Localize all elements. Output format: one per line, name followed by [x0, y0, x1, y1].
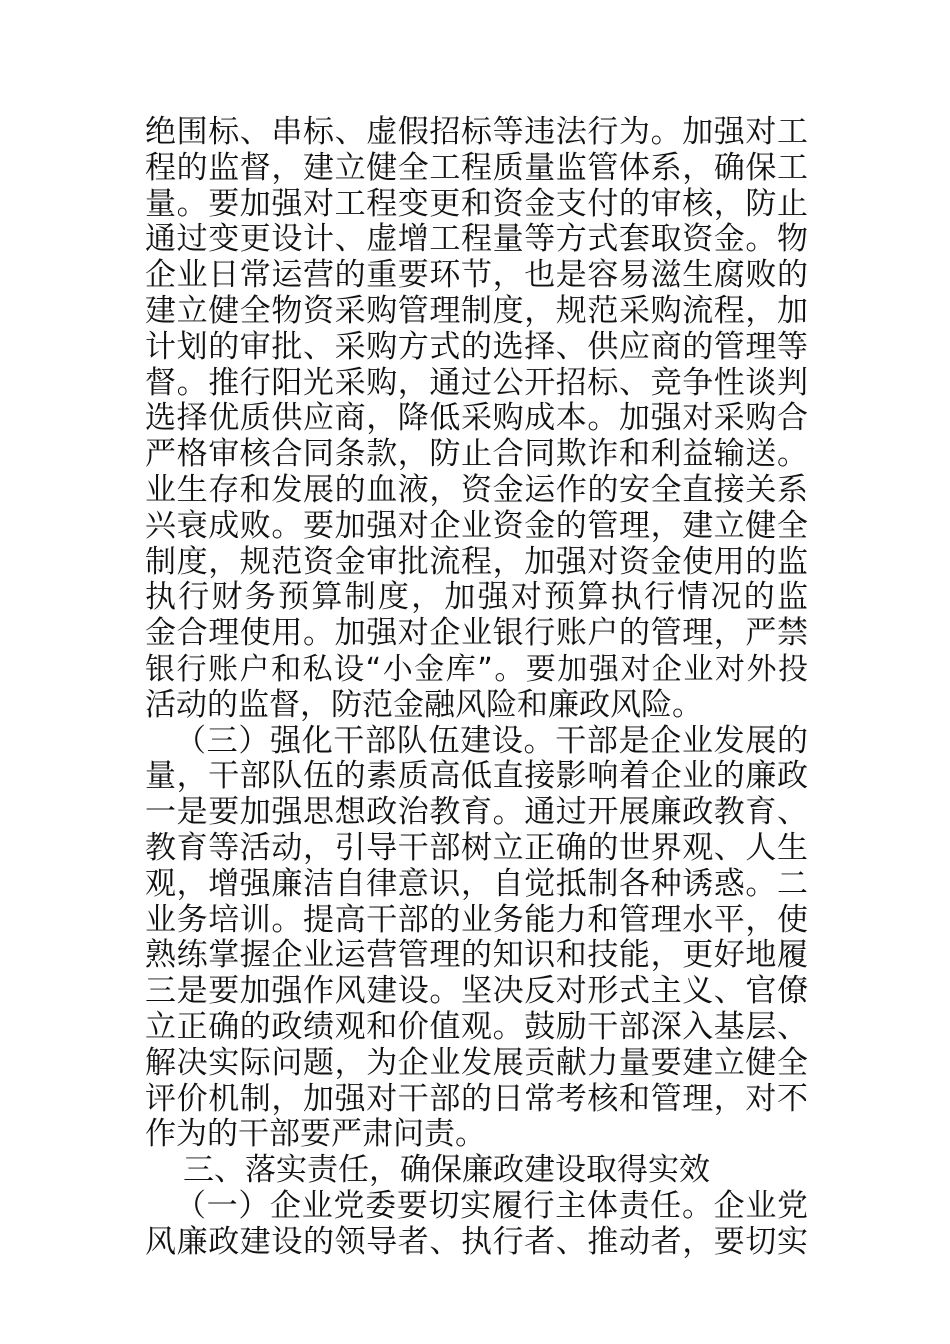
paragraph-line: 制度，规范资金审批流程，加强对资金使用的监	[145, 544, 808, 580]
paragraph-line: 银行账户和私设“小金库”。要加强对企业对外投	[145, 651, 808, 687]
paragraph-line: 程的监督，建立健全工程质量监管体系，确保工	[145, 150, 808, 186]
paragraph-line: 金合理使用。加强对企业银行账户的管理，严禁	[145, 616, 808, 652]
section-heading: 三、落实责任，确保廉政建设取得实效	[183, 1152, 710, 1189]
paragraph-line: 执行财务预算制度，加强对预算执行情况的监	[145, 580, 808, 616]
paragraph-line: 兴衰成败。要加强对企业资金的管理，建立健全	[145, 508, 808, 544]
paragraph-line: 选择优质供应商，降低采购成本。加强对采购合	[145, 401, 808, 437]
paragraph-line: 熟练掌握企业运营管理的知识和技能，更好地履	[145, 938, 808, 974]
paragraph-line: 解决实际问题，为企业发展贡献力量要建立健全	[145, 1045, 808, 1081]
document-body	[145, 115, 808, 1261]
paragraph-line: 企业日常运营的重要环节，也是容易滋生腐败的	[145, 258, 808, 294]
paragraph-line: 评价机制，加强对干部的日常考核和管理，对不	[145, 1081, 808, 1117]
subsection-heading-line: （一）企业党委要切实履行主体责任。企业党	[175, 1188, 808, 1224]
paragraph-line: 教育等活动，引导干部树立正确的世界观、人生	[145, 830, 808, 866]
paragraph-line: 计划的审批、采购方式的选择、供应商的管理等	[145, 329, 808, 365]
paragraph-line: 活动的监督，防范金融风险和廉政风险。	[145, 686, 703, 723]
paragraph-line: 业生存和发展的血液，资金运作的安全直接关系	[145, 472, 808, 508]
paragraph-line: 观，增强廉洁自律意识，自觉抵制各种诱惑。二	[145, 866, 808, 902]
paragraph-line: 建立健全物资采购管理制度，规范采购流程，加	[145, 293, 808, 329]
subsection-heading-line: （三）强化干部队伍建设。干部是企业发展的	[175, 723, 808, 759]
paragraph-line: 严格审核合同条款，防止合同欺诈和利益输送。	[145, 437, 808, 473]
paragraph-line: 一是要加强思想政治教育。通过开展廉政教育、	[145, 795, 808, 831]
paragraph-line: 立正确的政绩观和价值观。鼓励干部深入基层、	[145, 1009, 808, 1045]
paragraph-line: 三是要加强作风建设。坚决反对形式主义、官僚	[145, 974, 808, 1010]
paragraph-line: 风廉政建设的领导者、执行者、推动者，要切实	[145, 1224, 808, 1260]
paragraph-line: 量，干部队伍的素质高低直接影响着企业的廉政	[145, 759, 808, 795]
paragraph-line: 督。推行阳光采购，通过公开招标、竞争性谈判	[145, 365, 808, 401]
paragraph-line: 通过变更设计、虚增工程量等方式套取资金。物	[145, 222, 808, 258]
paragraph-line: 业务培训。提高干部的业务能力和管理水平，使	[145, 902, 808, 938]
paragraph-line: 量。要加强对工程变更和资金支付的审核，防止	[145, 186, 808, 222]
paragraph-line: 作为的干部要严肃问责。	[145, 1116, 486, 1153]
paragraph-line: 绝围标、串标、虚假招标等违法行为。加强对工	[145, 115, 808, 150]
